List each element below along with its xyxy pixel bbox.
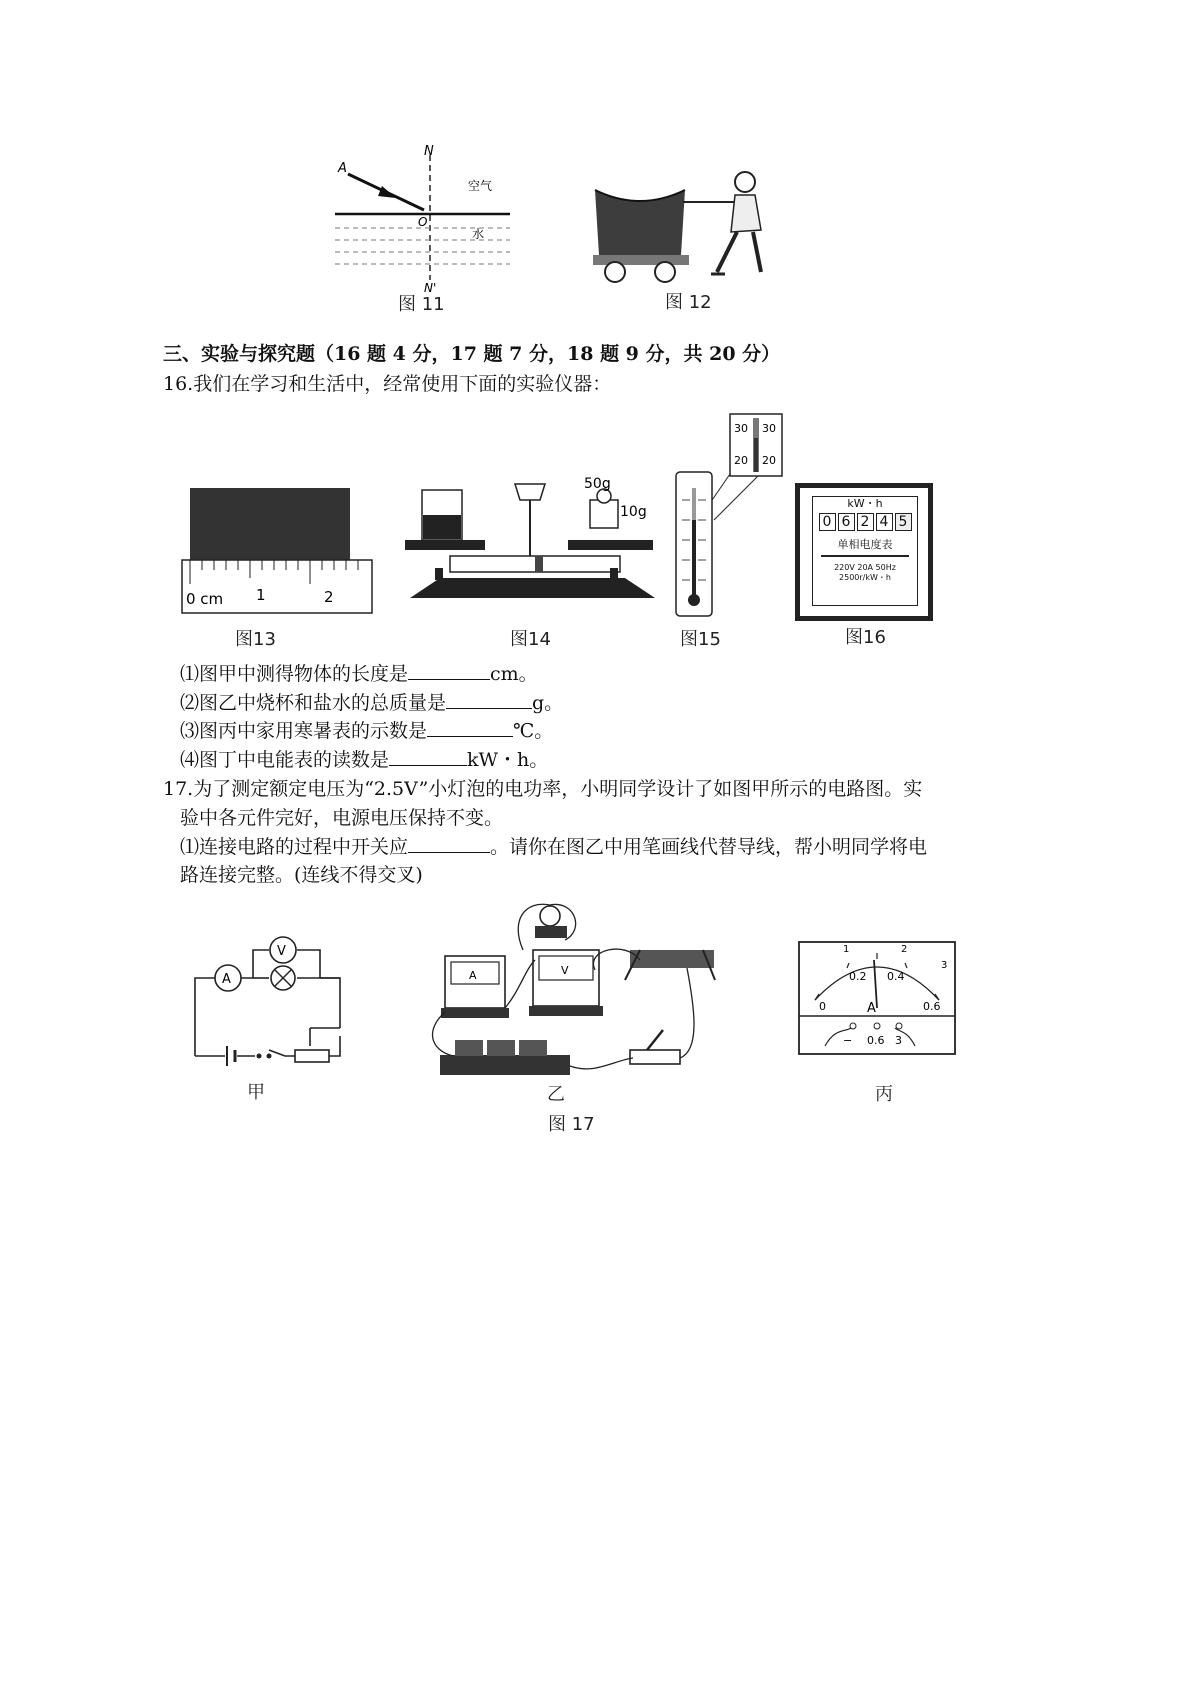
q17-line2: 验中各元件完好，电源电压保持不变。 <box>180 807 504 829</box>
meter-spec-1: 220V 20A 50Hz <box>834 563 896 572</box>
scale-label-3: 3 <box>941 960 948 971</box>
figure-16-caption: 图16 <box>845 627 886 648</box>
q16-sub2-text: ⑵图乙中烧杯和盐水的总质量是 <box>180 692 447 714</box>
ray-label-a: A <box>338 161 347 176</box>
q16-sub2-unit: g。 <box>532 692 564 714</box>
zoom-label-30-left: 30 <box>734 422 748 435</box>
normal-label-n-prime: N' <box>424 281 437 295</box>
thermometer-illustration <box>670 410 790 618</box>
q16-sub2-blank[interactable] <box>446 690 532 709</box>
meter-name: 单相电度表 <box>837 538 893 551</box>
meter-digit-3: 2 <box>857 513 874 531</box>
figure-17-caption: 图 17 <box>548 1114 595 1135</box>
q17-sub1-line2: 路连接完整。(连线不得交叉) <box>180 864 423 886</box>
q17-sub1-text-after: 。请你在图乙中用笔画线代替导线，帮小明同学将电 <box>490 836 928 858</box>
q17-line1: 17.为了测定额定电压为“2.5V”小灯泡的电功率，小明同学设计了如图甲所示的电路图。实 <box>163 778 923 800</box>
section-heading: 三、实验与探究题（16 题 4 分，17 题 7 分，18 题 9 分，共 20 分） <box>163 343 781 365</box>
electricity-meter <box>795 483 933 621</box>
q16-sub2 <box>180 689 563 717</box>
figure-12 <box>585 160 785 320</box>
q16-sub1-unit: cm。 <box>490 663 538 685</box>
scale-label-2: 2 <box>901 944 908 955</box>
cart-pull-illustration <box>585 160 785 285</box>
meter-digit-2: 6 <box>838 513 855 531</box>
q17-sub1-blank[interactable] <box>408 834 490 853</box>
normal-label-n: N <box>424 144 434 159</box>
figure-13 <box>180 480 380 650</box>
figure-17-bing <box>795 938 960 1108</box>
meter-digit-5: 5 <box>895 513 912 531</box>
figure-15 <box>670 410 790 650</box>
figure-17-yi <box>425 900 760 1105</box>
q16-sub3-blank[interactable] <box>427 718 513 737</box>
dial-unit-label: A <box>867 1001 876 1016</box>
figure-14-caption: 图14 <box>510 629 551 650</box>
voltmeter-symbol: V <box>277 944 286 959</box>
meter-digits <box>813 513 917 531</box>
q16-sub3-text: ⑶图丙中家用寒暑表的示数是 <box>180 720 428 742</box>
figure-15-caption: 图15 <box>680 629 721 650</box>
meter-digit-1: 0 <box>819 513 836 531</box>
q16-sub1-text: ⑴图甲中测得物体的长度是 <box>180 663 409 685</box>
medium-label-air: 空气 <box>468 179 493 193</box>
figure-17-jia <box>185 928 360 1103</box>
meter-digit-4: 4 <box>876 513 893 531</box>
physical-circuit-illustration <box>425 900 760 1080</box>
scale-label-0: 0 <box>819 1000 826 1013</box>
ammeter-device-label: A <box>469 969 477 982</box>
zoom-label-30-right: 30 <box>762 422 776 435</box>
terminal-label-0-6: 0.6 <box>867 1034 885 1047</box>
q16-sub3 <box>180 717 553 745</box>
q16-sub4-unit: kW・h。 <box>467 749 549 771</box>
figure-17-label-yi: 乙 <box>547 1084 565 1105</box>
circuit-diagram <box>185 928 360 1068</box>
q16-sub3-unit: ℃。 <box>513 720 554 742</box>
terminal-label-minus: − <box>843 1034 853 1047</box>
ruler-label-2: 2 <box>324 588 334 606</box>
figure-16 <box>795 483 940 648</box>
ammeter-symbol: A <box>222 972 231 987</box>
terminal-label-3: 3 <box>895 1034 902 1047</box>
q16-sub4-text: ⑷图丁中电能表的读数是 <box>180 749 390 771</box>
q16-sub4 <box>180 746 548 774</box>
ammeter-dial <box>795 938 960 1058</box>
ruler-label-0: 0 cm <box>186 590 224 608</box>
meter-spec-2: 2500r/kW・h <box>839 573 891 582</box>
zoom-label-20-right: 20 <box>762 454 776 467</box>
scale-label-0-2: 0.2 <box>849 970 867 983</box>
zoom-label-20-left: 20 <box>734 454 748 467</box>
figure-14 <box>400 470 660 650</box>
q16-stem: 16.我们在学习和生活中，经常使用下面的实验仪器： <box>163 373 612 395</box>
figure-11 <box>320 140 530 320</box>
ruler-label-1: 1 <box>256 586 266 604</box>
q17-sub1-text: ⑴连接电路的过程中开关应 <box>180 836 409 858</box>
q16-sub1 <box>180 660 538 688</box>
figure-17-label-jia: 甲 <box>247 1082 265 1103</box>
figure-13-caption: 图13 <box>235 629 276 650</box>
ruler-illustration <box>180 480 380 615</box>
weight-10g: 10g <box>620 504 647 520</box>
meter-arrow <box>821 555 909 557</box>
balance-illustration <box>400 470 660 610</box>
scale-label-0-6: 0.6 <box>923 1000 941 1013</box>
figure-17-label-bing: 丙 <box>875 1084 893 1105</box>
scale-label-0-4: 0.4 <box>887 970 905 983</box>
q17-sub1 <box>180 833 927 861</box>
q16-sub4-blank[interactable] <box>389 747 467 766</box>
figure-12-caption: 图 12 <box>665 292 712 313</box>
point-label-o: O <box>418 215 428 229</box>
scale-label-1: 1 <box>843 944 850 955</box>
weight-50g: 50g <box>584 476 611 492</box>
q16-sub1-blank[interactable] <box>408 661 490 680</box>
medium-label-water: 水 <box>472 227 485 241</box>
voltmeter-device-label: V <box>561 964 569 977</box>
meter-unit: kW・h <box>847 497 883 510</box>
figure-11-caption: 图 11 <box>398 294 445 315</box>
